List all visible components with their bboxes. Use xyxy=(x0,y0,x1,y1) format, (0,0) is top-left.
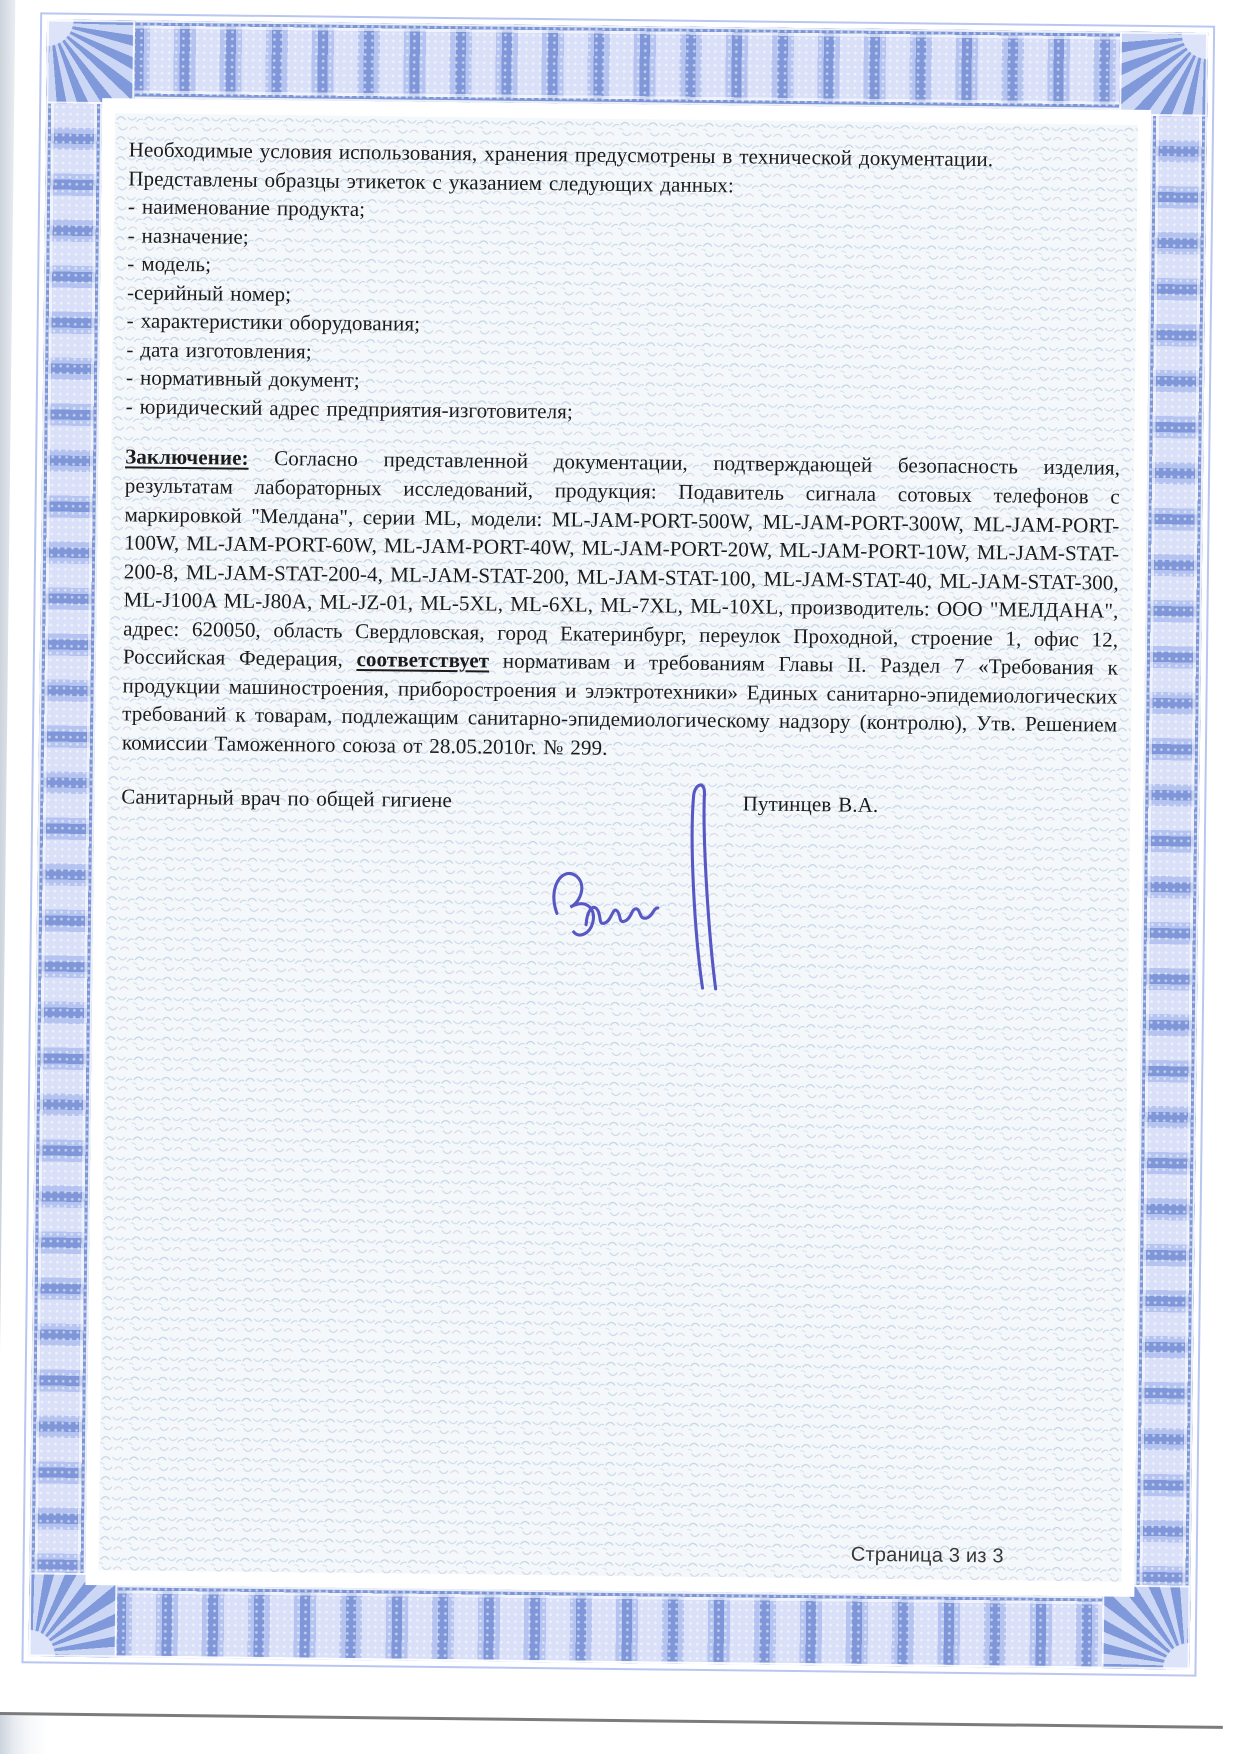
label-data-list xyxy=(126,192,1124,432)
document-content-field xyxy=(99,113,1138,1582)
intro-paragraph: Необходимые условия использования, хранения предусмотрены в технической документации. xyxy=(128,137,994,172)
label-item-serial-number: -серийный номер; xyxy=(126,280,292,306)
border-band-bottom xyxy=(29,1584,1191,1669)
conclusion-heading: Заключение: xyxy=(125,444,249,471)
conclusion-paragraph xyxy=(122,443,1120,768)
border-corner-flourish-bottom-right xyxy=(1101,1585,1190,1670)
conclusion-body-before: Согласно представленной документации, подтверждающей безопасность изделия, результатам лабораторных исследований, продукция: Подавитель сигнала сотовых телефонов с маркировкой "Мелдана", серии ML, модели: ML-JAM-PORT-500W, ML-JAM-PORT-300W, ML-JAM-PORT-100W, ML-JAM-PORT-60W, ML-JAM-PORT-40W, ML-JAM-PORT-20W, ML-JAM-PORT-10W, ML-JAM-STAT-200-8, ML-JAM-STAT-200-4, ML-JAM-STAT-200, ML-JAM-STAT-100, ML-JAM-STAT-40, ML-JAM-STAT-300, ML-J100A ML-J80A, ML-JZ-01, ML-5XL, ML-6XL, ML-7XL, ML-10XL, производитель: ООО "МЕЛДАНА", адрес: 620050, область Свердловская, город Екатеринбург, переулок Проходной, строение 1, офис 12, Российская Федерация, xyxy=(122,446,1121,672)
label-item-manufacture-date: - дата изготовления; xyxy=(126,337,312,364)
border-band-top xyxy=(46,19,1208,110)
label-item-purpose: - назначение; xyxy=(127,223,249,249)
typed-text-block xyxy=(107,113,1138,823)
border-corner-flourish-top-right xyxy=(1119,32,1208,117)
conclusion-emphasized-word: соответствует xyxy=(356,647,490,673)
label-item-legal-address: - юридический адрес предприятия-изготовителя; xyxy=(125,394,574,424)
signatory-name: Путинцев В.А. xyxy=(742,791,879,818)
label-item-product-name: - наименование продукта; xyxy=(127,194,366,222)
label-item-normative-document: - нормативный документ; xyxy=(125,365,360,393)
conclusion-body-after: нормативам и требованиям Главы II. Раздел 7 «Требования к продукции машиностроения, приборостроения и элэктротехники» Единых санитарно-эпидемиологических требований к товарам, подлежащим санитарно-эпидемиологическому надзору (контролю), Утв. Решением комиссии Таможенного союза от 28.05.2010г. № 299. xyxy=(121,648,1118,760)
signatory-role: Санитарный врач по общей гигиене xyxy=(121,784,452,813)
label-item-model: - модель; xyxy=(127,251,212,277)
border-corner-flourish-top-left xyxy=(46,19,135,104)
label-item-equipment-specs: - характеристики оборудования; xyxy=(126,308,421,336)
page-number-footer: Страница 3 из 3 xyxy=(850,1543,1004,1568)
inner-white-mat xyxy=(85,98,1151,1597)
guilloche-border-frame xyxy=(29,19,1208,1669)
labels-intro-line: Представлены образцы этикеток с указанием следующих данных: xyxy=(128,165,735,197)
